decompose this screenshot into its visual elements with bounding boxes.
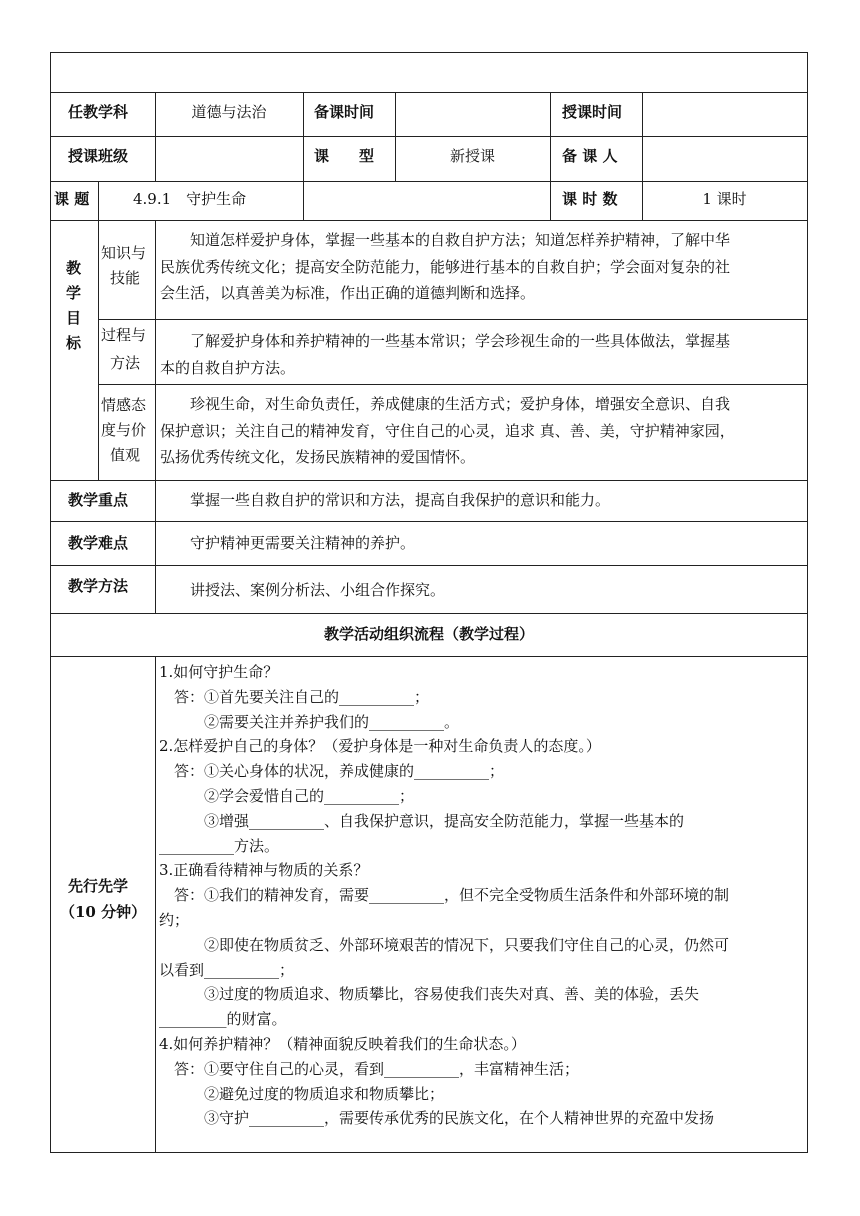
lesson-type-label: 课 型 <box>314 147 375 165</box>
text-line: 了解爱护身体和养护精神的一些基本常识；学会珍视生命的一些具体做法，掌握基 <box>190 332 731 350</box>
hours-value: 1 课时 <box>702 190 747 208</box>
row-line <box>50 220 808 221</box>
text-line: 保护意识；关注自己的精神发育，守住自己的心灵，追求 真、善、美，守护精神家园， <box>160 421 735 440</box>
text-line: 会生活，以真善美为标准，作出正确的道德判断和选择。 <box>160 284 536 302</box>
lesson-type-value: 新授课 <box>449 147 495 165</box>
answer-line: ③守护__________，需要传承优秀的民族文化，在个人精神世界的充盈中发扬 <box>159 1109 715 1128</box>
knowledge-skills-text <box>160 227 804 307</box>
answer-line: 答：①首先要关注自己的__________； <box>159 687 430 706</box>
col-line <box>550 92 551 220</box>
subject-label: 任教学科 <box>68 103 129 121</box>
answer-line: 答：①关心身体的状况，养成健康的__________； <box>159 762 505 781</box>
methods-label: 教学方法 <box>68 577 129 595</box>
knowledge-skills-label: 知识与 <box>101 244 147 262</box>
emotion-values-label: 情感态 <box>101 396 147 414</box>
row-line <box>50 656 808 657</box>
methods-text: 讲授法、案例分析法、小组合作探究。 <box>190 581 446 599</box>
answer-line: ②即使在物质贫乏、外部环境艰苦的情况下，只要我们守住自己的心灵，仍然可 <box>159 935 730 954</box>
preview-label: 先行先学 <box>68 877 129 895</box>
answer-line: 约； <box>159 910 190 929</box>
difficulties-text: 守护精神更需要关注精神的养护。 <box>190 534 416 552</box>
answer-line: 答：①我们的精神发育，需要__________，但不完全受物质生活条件和外部环境的制 <box>159 886 730 905</box>
col-line <box>303 92 304 220</box>
emotion-values-label: 值观 <box>110 446 141 464</box>
row-line <box>50 521 808 522</box>
text-line: 知道怎样爱护身体，掌握一些基本的自救自护方法；知道怎样养护精神，了解中华 <box>190 231 731 249</box>
subject-value: 道德与法治 <box>191 103 267 121</box>
prep-time-label: 备课时间 <box>314 103 375 121</box>
text-line: 弘扬优秀传统文化，发扬民族精神的爱国情怀。 <box>160 448 476 466</box>
emotion-values-label: 度与价 <box>101 421 147 439</box>
col-line <box>98 220 99 480</box>
answer-line: ②需要关注并养护我们的__________。 <box>159 712 460 731</box>
answer-line: __________方法。 <box>159 836 280 855</box>
answer-line: ②学会爱惜自己的__________； <box>159 786 415 805</box>
text-line: 珍视生命，对生命负责任，养成健康的生活方式；爱护身体，增强安全意识、自我 <box>190 395 731 413</box>
knowledge-skills-label: 技能 <box>110 269 141 287</box>
hours-label: 课 时 数 <box>562 190 618 208</box>
question-line: 2.怎样爱护自己的身体？（爱护身体是一种对生命负责人的态度。） <box>159 737 601 756</box>
objectives-label-char: 目 <box>66 309 82 327</box>
row-line <box>98 319 808 320</box>
table-border-bottom <box>50 1152 808 1153</box>
col-line <box>395 92 396 181</box>
answer-line: _________的财富。 <box>159 1010 287 1029</box>
table-border-left <box>50 52 51 1153</box>
text-line: 民族优秀传统文化；提高安全防范能力，能够进行基本的自救自护；学会面对复杂的社 <box>160 257 731 276</box>
answer-line: ③过度的物质追求、物质攀比，容易使我们丧失对真、善、美的体验，丢失 <box>159 985 700 1004</box>
col-line <box>155 656 156 1152</box>
question-line: 1.如何守护生命？ <box>159 663 279 681</box>
row-line <box>50 92 808 93</box>
answer-line: ③增强__________、自我保护意识，提高安全防范能力，掌握一些基本的 <box>159 811 685 830</box>
objectives-label-char: 标 <box>66 334 82 352</box>
row-line <box>50 181 808 182</box>
objectives-label-char: 教 <box>66 259 82 277</box>
process-methods-label: 方法 <box>110 354 141 372</box>
row-line <box>50 136 808 137</box>
process-methods-label: 过程与 <box>101 326 147 344</box>
process-methods-text <box>160 328 804 381</box>
answer-line: 答：①要守住自己的心灵，看到__________，丰富精神生活； <box>159 1059 580 1078</box>
preparer-label: 备 课 人 <box>562 147 618 165</box>
question-line: 4.如何养护精神？（精神面貌反映着我们的生命状态。） <box>159 1034 526 1053</box>
answer-line: ②避免过度的物质追求和物质攀比； <box>159 1084 445 1103</box>
topic-label: 课 题 <box>54 190 90 208</box>
emotion-values-text <box>160 391 804 471</box>
table-border-top <box>50 52 808 53</box>
row-line <box>50 480 808 481</box>
text-line: 本的自救自护方法。 <box>160 358 296 377</box>
objectives-label-char: 学 <box>66 284 82 302</box>
difficulties-label: 教学难点 <box>68 534 129 552</box>
key-points-label: 教学重点 <box>68 491 129 509</box>
teach-time-label: 授课时间 <box>562 103 623 121</box>
table-border-right <box>807 52 808 1153</box>
topic-value: 4.9.1 守护生命 <box>133 190 247 208</box>
row-line <box>98 384 808 385</box>
class-label: 授课班级 <box>68 147 129 165</box>
answer-line: 以看到__________； <box>159 960 295 979</box>
process-title: 教学活动组织流程（教学过程） <box>323 625 534 643</box>
row-line <box>50 565 808 566</box>
col-line <box>98 181 99 220</box>
row-line <box>50 613 808 614</box>
key-points-text: 掌握一些自救自护的常识和方法，提高自我保护的意识和能力。 <box>190 491 611 509</box>
col-line <box>155 220 156 480</box>
preview-questions <box>159 660 805 1131</box>
question-line: 3.正确看待精神与物质的关系？ <box>159 861 369 880</box>
col-line <box>155 480 156 613</box>
preview-duration: （10 分钟） <box>60 903 147 921</box>
